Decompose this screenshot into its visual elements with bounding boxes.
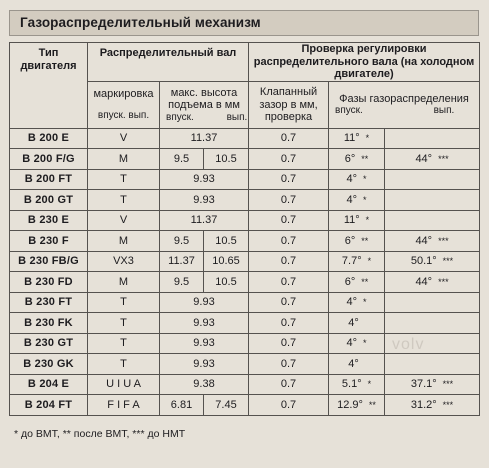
engine-model-cell: B 230 GK — [10, 354, 88, 375]
max-lift-cell: 9.93 — [160, 354, 249, 375]
timing-in-mark: * — [363, 338, 367, 349]
header-row-1 — [10, 43, 480, 82]
engine-model-cell: B 230 FB/G — [10, 251, 88, 272]
timing-in-mark: ** — [361, 153, 369, 164]
timing-out-mark: *** — [438, 235, 449, 246]
table-row — [10, 231, 480, 252]
table-body — [10, 128, 480, 415]
timing-in-mark: * — [363, 194, 367, 205]
timing-sublabels — [329, 105, 479, 117]
lift-out-cell: 10.65 — [204, 251, 249, 272]
timing-out-cell — [385, 231, 480, 252]
timing-in-mark: * — [367, 379, 372, 390]
table-row — [10, 251, 480, 272]
max-lift-cell: 9.93 — [160, 333, 249, 354]
header-marking — [88, 81, 160, 128]
engine-model-cell: B 200 E — [10, 128, 88, 149]
table-row — [10, 128, 480, 149]
max-lift-cell: 9.93 — [160, 313, 249, 334]
timing-in-label: впуск. — [335, 105, 363, 117]
max-lift-cell: 9.93 — [160, 169, 249, 190]
timing-in-value: 6° — [344, 275, 356, 288]
timing-in-mark: * — [365, 215, 370, 226]
lift-in-cell: 11.37 — [160, 251, 204, 272]
timing-out-mark: *** — [438, 153, 449, 164]
max-lift-cell: 11.37 — [160, 128, 249, 149]
max-lift-cell: 9.93 — [160, 190, 249, 211]
max-lift-sublabels — [160, 112, 248, 124]
clearance-cell: 0.7 — [249, 128, 329, 149]
timing-in-mark: * — [363, 297, 367, 308]
timing-in-value: 5.1° — [341, 378, 362, 391]
timing-out-cell — [385, 169, 480, 190]
clearance-cell: 0.7 — [249, 333, 329, 354]
timing-out-mark: *** — [442, 256, 454, 267]
lift-out-cell: 10.5 — [204, 231, 249, 252]
header-clearance: Клапанный зазор в мм, проверка — [249, 81, 329, 128]
max-lift-cell: 9.93 — [160, 292, 249, 313]
marking-cell: T — [88, 292, 160, 313]
lift-out-cell: 7.45 — [204, 395, 249, 416]
header-timing — [329, 81, 480, 128]
timing-in-value: 4° — [346, 173, 358, 186]
marking-cell: U I U A — [88, 374, 160, 395]
timing-in-value: 11° — [343, 132, 360, 145]
timing-out-cell — [385, 313, 480, 334]
table-row — [10, 395, 480, 416]
timing-out-cell — [385, 374, 480, 395]
marking-cell: VX3 — [88, 251, 160, 272]
timing-out-label: вып. — [433, 105, 455, 117]
timing-in-value: 4° — [348, 316, 359, 329]
engine-model-cell: B 230 FT — [10, 292, 88, 313]
engine-model-cell: B 230 E — [10, 210, 88, 231]
lift-in-cell: 9.5 — [160, 272, 204, 293]
timing-in-value: 4° — [346, 337, 358, 350]
table-row — [10, 354, 480, 375]
table-row — [10, 313, 480, 334]
clearance-cell: 0.7 — [249, 231, 329, 252]
timing-in-cell — [329, 128, 385, 149]
lift-out-cell: 10.5 — [204, 149, 249, 170]
clearance-cell: 0.7 — [249, 149, 329, 170]
timing-out-cell — [385, 395, 480, 416]
timing-in-cell — [329, 169, 385, 190]
timing-out-cell — [385, 354, 480, 375]
spec-table — [9, 42, 480, 416]
engine-model-cell: B 200 F/G — [10, 149, 88, 170]
timing-in-cell — [329, 354, 385, 375]
timing-out-mark: *** — [442, 399, 454, 410]
timing-in-mark: ** — [361, 235, 369, 246]
clearance-cell: 0.7 — [249, 272, 329, 293]
marking-cell: F I F A — [88, 395, 160, 416]
timing-in-cell — [329, 313, 385, 334]
table-row — [10, 149, 480, 170]
engine-model-cell: B 230 GT — [10, 333, 88, 354]
marking-cell: T — [88, 313, 160, 334]
max-lift-cell: 11.37 — [160, 210, 249, 231]
timing-in-mark: * — [367, 256, 372, 267]
timing-out-cell — [385, 190, 480, 211]
timing-out-value: 44° — [415, 152, 433, 165]
clearance-cell: 0.7 — [249, 251, 329, 272]
timing-out-value: 50.1° — [410, 255, 437, 268]
timing-out-cell — [385, 272, 480, 293]
timing-in-cell — [329, 210, 385, 231]
page-title: Газораспределительный механизм — [20, 15, 261, 30]
marking-cell: T — [88, 354, 160, 375]
clearance-cell: 0.7 — [249, 292, 329, 313]
clearance-cell: 0.7 — [249, 313, 329, 334]
timing-in-cell — [329, 251, 385, 272]
timing-out-mark: *** — [442, 379, 454, 390]
marking-cell: M — [88, 231, 160, 252]
clearance-cell: 0.7 — [249, 374, 329, 395]
lift-in-cell: 6.81 — [160, 395, 204, 416]
timing-out-value: 37.1° — [410, 378, 437, 391]
timing-out-value: 44° — [415, 234, 433, 247]
timing-in-value: 12.9° — [337, 398, 363, 411]
footnote: * до ВМТ, ** после ВМТ, *** до НМТ — [14, 428, 186, 440]
table-row — [10, 374, 480, 395]
clearance-cell: 0.7 — [249, 210, 329, 231]
timing-out-value: 44° — [415, 275, 433, 288]
max-lift-label: макс. высота подъема в мм — [168, 86, 240, 112]
engine-model-cell: B 200 FT — [10, 169, 88, 190]
lift-out-cell: 10.5 — [204, 272, 249, 293]
timing-out-cell — [385, 251, 480, 272]
timing-in-cell — [329, 190, 385, 211]
marking-cell: M — [88, 272, 160, 293]
header-engine-type: Тип двигателя — [10, 43, 88, 129]
clearance-cell: 0.7 — [249, 354, 329, 375]
table-row — [10, 272, 480, 293]
table-row — [10, 169, 480, 190]
timing-out-cell — [385, 210, 480, 231]
engine-model-cell: B 204 E — [10, 374, 88, 395]
timing-in-value: 11° — [343, 214, 360, 227]
header-max-lift — [160, 81, 249, 128]
marking-cell: V — [88, 210, 160, 231]
lift-in-label: впуск. — [166, 111, 194, 123]
timing-label: Фазы газораспределения — [339, 92, 469, 105]
timing-in-cell — [329, 272, 385, 293]
marking-label: маркировка — [93, 88, 154, 101]
lift-out-label: вып. — [226, 111, 248, 123]
clearance-cell: 0.7 — [249, 190, 329, 211]
lift-in-cell: 9.5 — [160, 231, 204, 252]
timing-in-mark: ** — [368, 399, 376, 410]
timing-in-value: 6° — [344, 234, 356, 247]
engine-model-cell: B 230 FD — [10, 272, 88, 293]
timing-out-cell — [385, 149, 480, 170]
timing-in-value: 4° — [346, 193, 358, 206]
timing-in-cell — [329, 374, 385, 395]
timing-in-mark: ** — [361, 276, 369, 287]
marking-cell: T — [88, 333, 160, 354]
header-check: Проверка регулировки распределительного вала (на холодном двигателе) — [249, 43, 480, 82]
timing-out-cell — [385, 128, 480, 149]
engine-model-cell: B 204 FT — [10, 395, 88, 416]
table-row — [10, 292, 480, 313]
timing-in-mark: * — [365, 133, 370, 144]
timing-in-value: 4° — [346, 296, 358, 309]
timing-out-value: 31.2° — [410, 398, 437, 411]
marking-cell: V — [88, 128, 160, 149]
marking-cell: T — [88, 190, 160, 211]
max-lift-cell: 9.38 — [160, 374, 249, 395]
engine-model-cell: B 230 F — [10, 231, 88, 252]
timing-in-cell — [329, 149, 385, 170]
header-camshaft: Распределительный вал — [88, 43, 249, 82]
engine-model-cell: B 230 FK — [10, 313, 88, 334]
timing-in-cell — [329, 395, 385, 416]
timing-out-cell — [385, 292, 480, 313]
timing-in-cell — [329, 333, 385, 354]
timing-in-value: 7.7° — [341, 255, 362, 268]
clearance-cell: 0.7 — [249, 169, 329, 190]
watermark: volv — [392, 336, 425, 353]
timing-in-cell — [329, 231, 385, 252]
clearance-cell: 0.7 — [249, 395, 329, 416]
timing-in-cell — [329, 292, 385, 313]
marking-cell: M — [88, 149, 160, 170]
timing-out-mark: *** — [438, 276, 449, 287]
marking-sublabel: впуск. вып. — [97, 109, 150, 121]
timing-in-value: 6° — [344, 152, 356, 165]
table-row — [10, 210, 480, 231]
title-bar — [9, 10, 479, 36]
lift-in-cell: 9.5 — [160, 149, 204, 170]
timing-in-mark: * — [363, 174, 367, 185]
marking-cell: T — [88, 169, 160, 190]
table-row — [10, 190, 480, 211]
engine-model-cell: B 200 GT — [10, 190, 88, 211]
timing-in-value: 4° — [348, 357, 359, 370]
